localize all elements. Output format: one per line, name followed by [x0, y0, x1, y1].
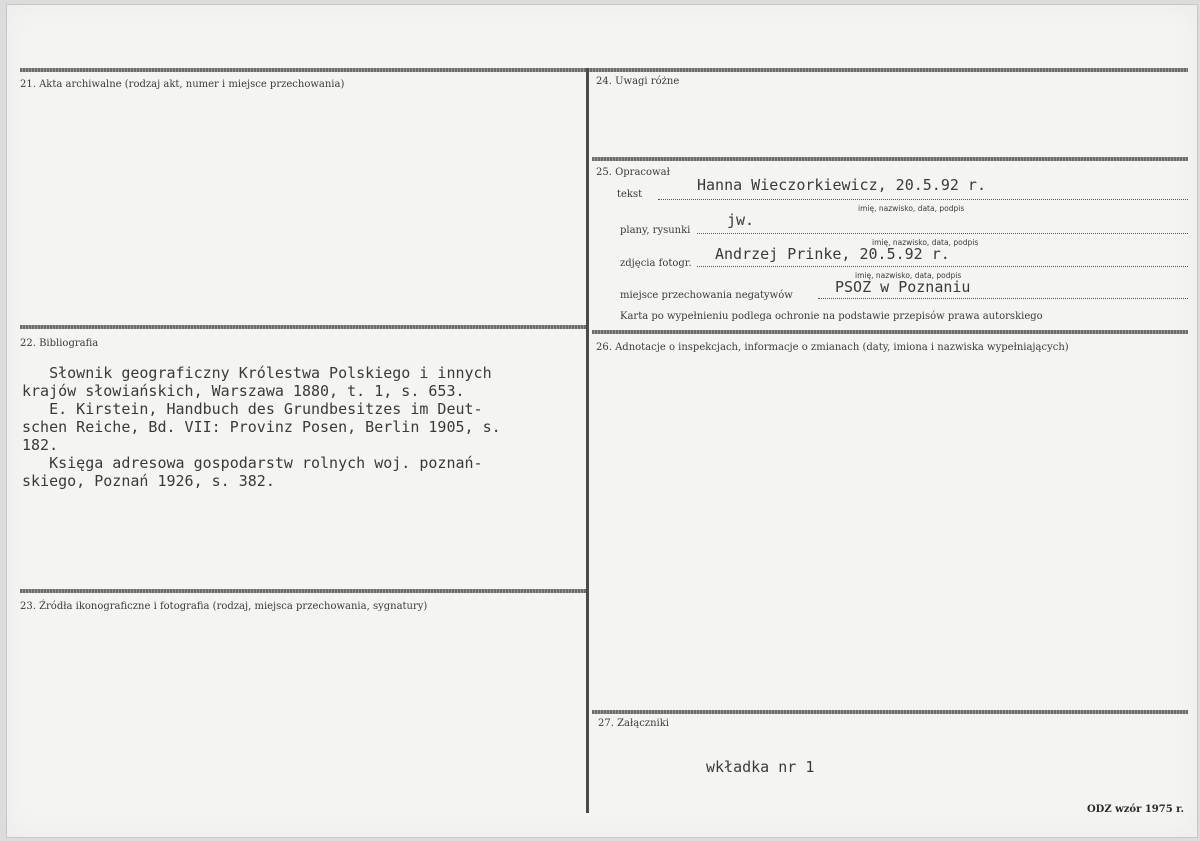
section-27-label: 27. Załączniki [598, 718, 669, 729]
negatywy-value: PSOZ w Poznaniu [835, 278, 971, 296]
tekst-label: tekst [617, 189, 643, 200]
biblio-line: krajów słowiańskich, Warszawa 1880, t. 1, s. 653. [22, 382, 465, 400]
zdjecia-dotline [697, 266, 1188, 267]
tekst-hint: imię, nazwisko, data, podpis [858, 204, 965, 213]
plany-label: plany, rysunki [620, 225, 691, 236]
section-21-label: 21. Akta archiwalne (rodzaj akt, numer i miejsce przechowania) [20, 79, 345, 90]
center-divider [586, 68, 589, 813]
section-23-label: 23. Źródła ikonograficzne i fotografia (rodzaj, miejsca przechowania, sygnatury) [20, 601, 428, 612]
plany-hint: imię, nazwisko, data, podpis [872, 238, 979, 247]
section-25-label: 25. Opracował [596, 167, 670, 178]
top-rule [20, 68, 1188, 72]
rule-right-26 [592, 330, 1188, 334]
plany-value: jw. [727, 211, 755, 229]
tekst-value: Hanna Wieczorkiewicz, 20.5.92 r. [697, 176, 986, 194]
negatywy-label: miejsce przechowania negatywów [620, 290, 793, 301]
zdjecia-hint: imię, nazwisko, data, podpis [855, 271, 962, 280]
plany-dotline [697, 233, 1188, 234]
biblio-line: schen Reiche, Bd. VII: Provinz Posen, Berlin 1905, s. [22, 418, 501, 436]
zdjecia-value: Andrzej Prinke, 20.5.92 r. [715, 245, 950, 263]
biblio-line: 182. [22, 436, 59, 454]
rule-right-25 [592, 157, 1188, 161]
rule-left-22 [20, 325, 586, 329]
biblio-line: Słownik geograficzny Królestwa Polskiego i innych [22, 364, 492, 382]
form-model-footer: ODZ wzór 1975 r. [1086, 804, 1184, 815]
negatywy-dotline [818, 298, 1188, 299]
biblio-line: skiego, Poznań 1926, s. 382. [22, 472, 275, 490]
section-26-label: 26. Adnotacje o inspekcjach, informacje o zmianach (daty, imiona i nazwiska wypełniających) [596, 342, 1069, 353]
zdjecia-label: zdjęcia fotogr. [620, 258, 692, 269]
rule-left-23 [20, 589, 588, 593]
section-24-label: 24. Uwagi różne [596, 76, 680, 87]
attachment-value: wkładka nr 1 [706, 758, 815, 776]
bibliography-text [22, 364, 582, 490]
biblio-line: E. Kirstein, Handbuch des Grundbesitzes im Deut- [22, 400, 483, 418]
biblio-line: Księga adresowa gospodarstw rolnych woj. poznań- [22, 454, 483, 472]
rule-right-27 [592, 710, 1188, 714]
section-22-label: 22. Bibliografia [20, 338, 99, 349]
tekst-dotline [658, 199, 1188, 200]
copyright-note: Karta po wypełnieniu podlega ochronie na podstawie przepisów prawa autorskiego [620, 311, 1043, 322]
